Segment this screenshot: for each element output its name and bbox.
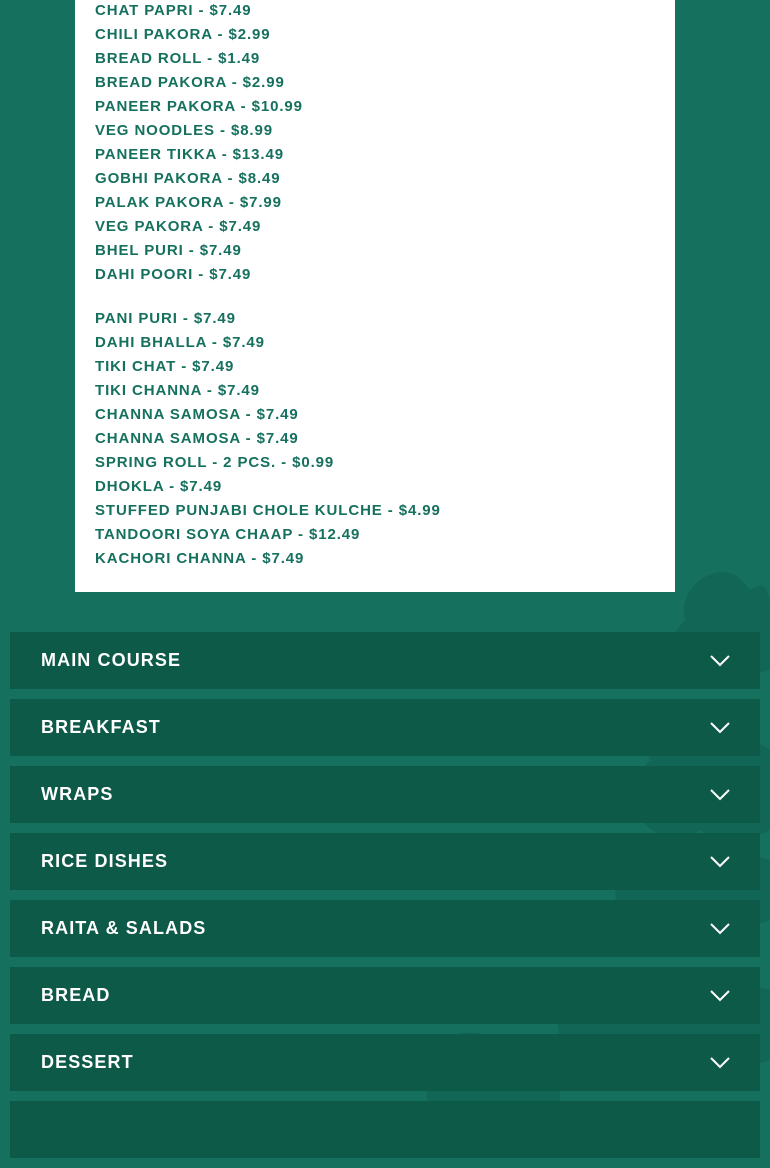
menu-item: STUFFED PUNJABI CHOLE KULCHE - $4.99	[95, 502, 441, 519]
menu-item: PANEER PAKORA - $10.99	[95, 98, 303, 115]
accordion-breakfast[interactable]	[10, 699, 760, 756]
menu-item: SPRING ROLL - 2 PCS. - $0.99	[95, 454, 335, 471]
menu-item: PANEER TIKKA - $13.49	[95, 146, 284, 163]
menu-item: DHOKLA - $7.49	[95, 478, 223, 495]
menu-item: DAHI POORI - $7.49	[95, 266, 252, 283]
chevron-down-icon	[710, 990, 730, 1002]
menu-item: DAHI BHALLA - $7.49	[95, 334, 265, 351]
menu-item: VEG PAKORA - $7.49	[95, 218, 262, 235]
menu-item: BHEL PURI - $7.49	[95, 242, 242, 259]
accordion-dessert[interactable]	[10, 1034, 760, 1091]
chevron-down-icon	[710, 923, 730, 935]
accordion-main-course[interactable]	[10, 632, 760, 689]
accordion-label: BREAKFAST	[41, 717, 161, 737]
menu-item: BREAD PAKORA - $2.99	[95, 74, 285, 91]
chevron-down-icon	[710, 789, 730, 801]
menu-card	[75, 0, 675, 592]
accordion-bread[interactable]	[10, 967, 760, 1024]
menu-item: BREAD ROLL - $1.49	[95, 50, 261, 67]
menu-group-chaat	[95, 308, 441, 572]
accordion-rice-dishes[interactable]	[10, 833, 760, 890]
accordion-raita-salads[interactable]	[10, 900, 760, 957]
menu-item: KACHORI CHANNA - $7.49	[95, 550, 305, 567]
menu-item: TANDOORI SOYA CHAAP - $12.49	[95, 526, 361, 543]
accordion-label: BREAD	[41, 985, 111, 1005]
menu-category-accordion	[10, 632, 760, 1168]
accordion-label: RAITA & SALADS	[41, 918, 207, 938]
menu-item: GOBHI PAKORA - $8.49	[95, 170, 281, 187]
menu-item: TIKI CHAT - $7.49	[95, 358, 235, 375]
menu-item: CHAT PAPRI - $7.49	[95, 2, 252, 19]
menu-item: CHILI PAKORA - $2.99	[95, 26, 271, 43]
menu-item: TIKI CHANNA - $7.49	[95, 382, 260, 399]
accordion-wraps[interactable]	[10, 766, 760, 823]
accordion-label: DESSERT	[41, 1052, 134, 1072]
chevron-down-icon	[710, 1057, 730, 1069]
accordion-label: RICE DISHES	[41, 851, 169, 871]
menu-item: CHANNA SAMOSA - $7.49	[95, 406, 299, 423]
chevron-down-icon	[710, 856, 730, 868]
chevron-down-icon	[710, 655, 730, 667]
accordion-next-category[interactable]	[10, 1101, 760, 1158]
accordion-label: MAIN COURSE	[41, 650, 182, 670]
accordion-label: WRAPS	[41, 784, 114, 804]
menu-group-snacks	[95, 0, 303, 288]
menu-item: PANI PURI - $7.49	[95, 310, 236, 327]
menu-item: PALAK PAKORA - $7.99	[95, 194, 282, 211]
menu-item: CHANNA SAMOSA - $7.49	[95, 430, 299, 447]
menu-item: VEG NOODLES - $8.99	[95, 122, 273, 139]
chevron-down-icon	[710, 722, 730, 734]
